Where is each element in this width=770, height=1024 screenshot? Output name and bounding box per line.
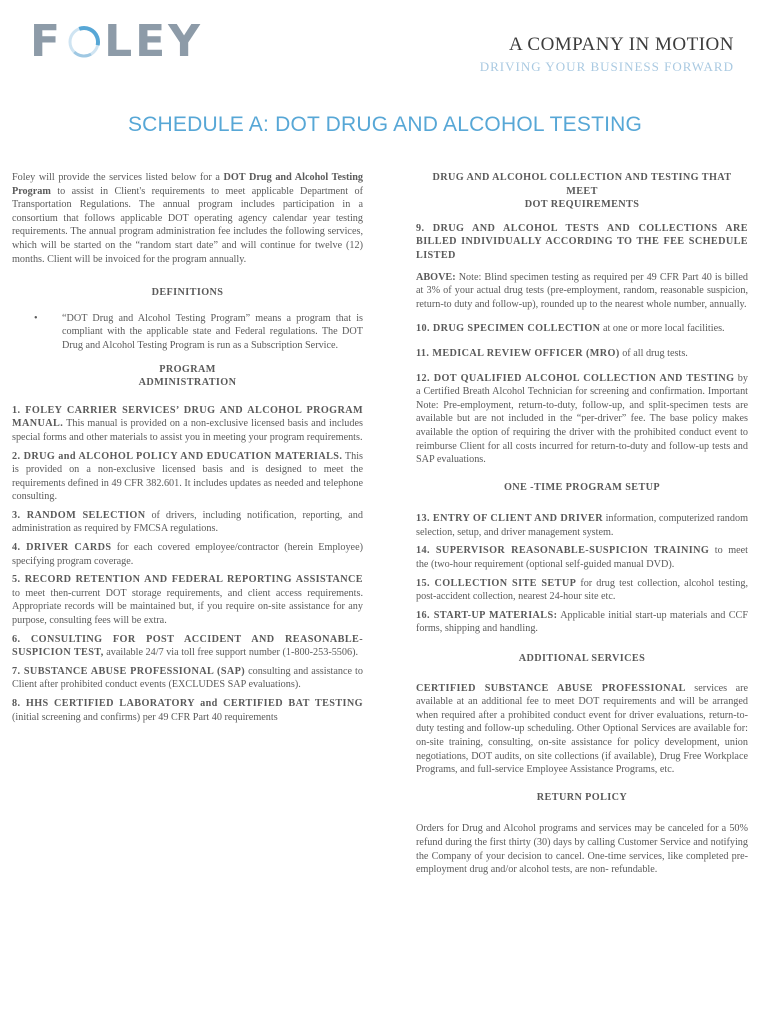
program-item-3 bbox=[12, 509, 363, 536]
bullet-icon: • bbox=[34, 312, 38, 324]
return-heading: RETURN POLICY bbox=[536, 791, 628, 803]
program-heading-line2: ADMINISTRATION bbox=[138, 377, 237, 389]
item-title: 16. START-UP MATERIALS: bbox=[416, 609, 558, 621]
logo-ring-icon bbox=[67, 25, 101, 59]
additional-text: services are available at an additional fee to meet DOT requirements and will be arranged when required after a prohibited conduct event for driver evaluations, return-to- duty testing and follow-up scheduling. Other Optional Services are available for: on-site training, consulting, on-site assistance for policy development, union negotiations, DOT audits, on site collections (if available), Drug Free Workplace Programs, and full-service Employee Assistance Programs, etc. bbox=[416, 682, 749, 776]
right-column bbox=[416, 171, 748, 882]
foley-logo bbox=[30, 18, 203, 66]
definition-text: “DOT Drug and Alcohol Testing Program” means a program that is compliant with the applicable state and Federal regulations. The DOT Drug and Alcohol Testing Program is run as a Subscription Service. bbox=[62, 312, 363, 351]
program-item-8 bbox=[12, 697, 363, 724]
item-text: consulting and assistance to Client after prohibited conduct events (EXCLUDES SAP evaluations). bbox=[12, 665, 363, 691]
program-item-6 bbox=[12, 633, 363, 660]
item-title: 7. SUBSTANCE ABUSE PROFESSIONAL (SAP) bbox=[12, 665, 246, 677]
item-text: at one or more local facilities. bbox=[600, 323, 725, 335]
collection-heading-line2: DOT REQUIREMENTS bbox=[524, 199, 640, 211]
item-title: 6. CONSULTING FOR POST ACCIDENT AND REASONABLE-SUSPICION TEST, bbox=[12, 633, 363, 659]
item-9 bbox=[416, 222, 748, 263]
subtagline: DRIVING YOUR BUSINESS FORWARD bbox=[479, 59, 734, 74]
above-note bbox=[416, 271, 748, 312]
return-paragraph: Orders for Drug and Alcohol programs and services may be canceled for a 50% refund during the first thirty (30) days by calling Customer Service and notifying the Company of your decision to cancel. One-time services, like completed pre-employment drug and/or alcohol tests, are non- refundable. bbox=[416, 823, 748, 876]
item-text: available 24/7 via toll free support number (1-800-253-5506). bbox=[103, 647, 359, 659]
item-10 bbox=[416, 322, 748, 336]
item-text: This is provided on a non-exclusive licensed basis and is designed to meet the requirements defined in 49 CFR 382.601. It includes updates as needed and telephone consulting. bbox=[12, 450, 363, 503]
item-title: 15. COLLECTION SITE SETUP bbox=[416, 577, 577, 589]
item-16 bbox=[416, 609, 748, 636]
intro-text-2: to assist in Client's requirements to meet applicable Department of Transportation Regulations. The annual program includes participation in a consortium that follows applicable DOT operating agency calendar year testing requirements. The annual program administration fee includes the following services, which will be started on the “random start date” and will continue for twelve (12) months. Client will be invoiced for the program annually. bbox=[12, 185, 363, 265]
item-title: 8. HHS CERTIFIED LABORATORY and CERTIFIED BAT TESTING bbox=[12, 698, 363, 709]
item-14 bbox=[416, 544, 748, 571]
above-text: Note: Blind specimen testing as required per 49 CFR Part 40 is billed at 3% of your actual drug tests (pre-employment, random, reasonable suspicion, return-to duty and follow-up), rounded up to the nearest whole number, annually. bbox=[416, 271, 748, 310]
program-item-4 bbox=[12, 541, 363, 568]
intro-text: Foley will provide the services listed below for a bbox=[12, 172, 224, 183]
item-title: 3. RANDOM SELECTION bbox=[12, 509, 146, 521]
tagline-block bbox=[480, 34, 734, 76]
item-title: 13. ENTRY OF CLIENT AND DRIVER bbox=[416, 513, 603, 525]
definition-item bbox=[12, 312, 363, 353]
additional-title: CERTIFIED SUBSTANCE ABUSE PROFESSIONAL bbox=[416, 682, 686, 694]
program-item-1 bbox=[12, 404, 363, 445]
item-text: This manual is provided on a non-exclusive licensed basis and includes special forms and other materials to assist you in meeting your program requirements. bbox=[12, 418, 363, 443]
intro-paragraph bbox=[12, 171, 363, 266]
item-text: Applicable initial start-up materials and CCF forms, shipping and handling. bbox=[416, 609, 748, 635]
program-heading-line1: PROGRAM bbox=[159, 363, 216, 375]
item-text: of drivers, including notification, reporting, and administration as required by FMCSA regulations. bbox=[12, 509, 363, 535]
item-title: 2. DRUG and ALCOHOL POLICY AND EDUCATION MATERIALS. bbox=[12, 450, 343, 462]
item-text: to meet then-current DOT storage requirements, and client access requirements. Appropriate records will be maintained but, if you require on-site assistance for any purpose, consulting fees will be extra. bbox=[12, 587, 363, 627]
item-text: to meet the (two-hour requirement (optional self-guided manual DVD). bbox=[416, 545, 748, 571]
item-title: 11. MEDICAL REVIEW OFFICER (MRO) bbox=[416, 347, 620, 359]
logo-text-f: F bbox=[30, 16, 64, 67]
item-15 bbox=[416, 577, 748, 604]
item-title: 4. DRIVER CARDS bbox=[12, 542, 112, 554]
item-text: of all drug tests. bbox=[619, 347, 688, 359]
program-item-7 bbox=[12, 665, 363, 692]
item-text: for each covered employee/contractor (herein Employee) specifying program coverage. bbox=[12, 542, 363, 567]
logo-text-ley: LEY bbox=[104, 16, 204, 67]
additional-paragraph bbox=[416, 682, 748, 777]
item-title: 10. DRUG SPECIMEN COLLECTION bbox=[416, 323, 601, 335]
collection-heading bbox=[416, 171, 748, 212]
page-title: SCHEDULE A: DOT DRUG AND ALCOHOL TESTING bbox=[127, 113, 643, 136]
item-title: 5. RECORD RETENTION AND FEDERAL REPORTING ASSISTANCE bbox=[12, 574, 363, 586]
item-title: 12. DOT QUALIFIED ALCOHOL COLLECTION AND TESTING bbox=[416, 372, 735, 384]
item-title: 1. FOLEY CARRIER SERVICES’ DRUG AND ALCOHOL PROGRAM MANUAL. bbox=[12, 404, 363, 430]
item-13 bbox=[416, 512, 748, 539]
definitions-heading: DEFINITIONS bbox=[151, 287, 224, 299]
program-heading bbox=[12, 363, 363, 390]
program-item-5 bbox=[12, 573, 363, 627]
collection-heading-line1: DRUG AND ALCOHOL COLLECTION AND TESTING THAT MEET bbox=[432, 172, 732, 197]
setup-heading: ONE -TIME PROGRAM SETUP bbox=[503, 481, 661, 493]
item-text: by a Certified Breath Alcohol Technician for screening and confirmation. Important Note: Pre-employment, return-to-duty, follow-up, and split-specimen tests are available but are not included in the “per-driver” fee. The base policy makes available the option of requiring the driver with the prohibited conduct event to reimburse Client for all costs incurred for return-to-duty and follow-up tests and SAP evaluations. bbox=[416, 372, 748, 466]
additional-heading: ADDITIONAL SERVICES bbox=[518, 653, 646, 665]
item-11 bbox=[416, 347, 748, 361]
intro-bold: DOT Drug and Alcohol Testing Program bbox=[12, 172, 363, 197]
left-column bbox=[12, 171, 363, 729]
item-title: 9. DRUG AND ALCOHOL TESTS AND COLLECTIONS ARE BILLED INDIVIDUALLY ACCORDING TO THE FEE SCHEDULE LISTED bbox=[416, 222, 748, 261]
item-text: (initial screening and confirms) per 49 CFR Part 40 requirements bbox=[12, 711, 278, 723]
item-text: for drug test collection, alcohol testing, post-accident collection, nearest 24-hour site etc. bbox=[416, 577, 748, 603]
tagline: A COMPANY IN MOTION bbox=[508, 34, 734, 55]
above-label: ABOVE: bbox=[416, 271, 456, 283]
item-text: information, computerized random selection, setup, and driver management system. bbox=[416, 513, 748, 538]
item-title: 14. SUPERVISOR REASONABLE-SUSPICION TRAINING bbox=[416, 545, 710, 557]
program-item-2 bbox=[12, 450, 363, 504]
item-12 bbox=[416, 372, 748, 467]
